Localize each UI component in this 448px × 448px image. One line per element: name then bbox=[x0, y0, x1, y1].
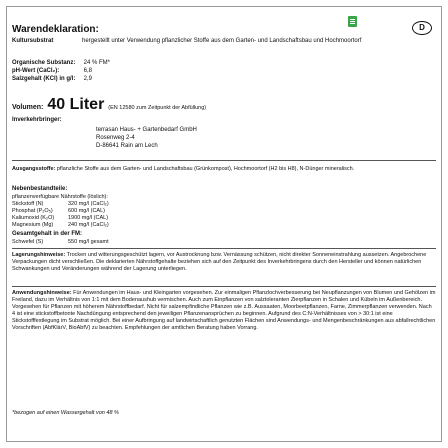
footnote: *bezogen auf einen Wassergehalt von 48 % bbox=[12, 410, 119, 416]
ausgangsstoffe-paragraph bbox=[12, 166, 436, 173]
lagerung-label: Lagerungshinweise: bbox=[12, 252, 66, 258]
nutrient-value: 1900 mg/l (CAL) bbox=[68, 215, 109, 221]
composition-value: 2,9 bbox=[83, 76, 93, 82]
nutrient-name: Stickstoff (N) bbox=[12, 201, 44, 207]
page-title: Warendeklaration: bbox=[12, 24, 99, 35]
address-block bbox=[96, 126, 197, 150]
anwendung-label: Anwendungshinweise: bbox=[12, 290, 72, 296]
composition-value: 6,8 bbox=[83, 68, 93, 74]
gesamtgehalt-label: Gesamtgehalt in der FM: bbox=[12, 231, 83, 237]
nutrient-row bbox=[12, 215, 108, 222]
nutrient-name: Kaliumoxid (K₂O) bbox=[12, 215, 55, 221]
composition-value: 24 % FM* bbox=[83, 60, 111, 66]
nebenbestandteile-subtitle: pflanzenverfügbare Nährstoffe (löslich): bbox=[12, 194, 108, 200]
composition-row bbox=[12, 76, 92, 83]
nutrient-row bbox=[12, 208, 105, 215]
recycle-icon bbox=[348, 16, 357, 27]
inverkehrbringer-label: Inverkehrbringer: bbox=[12, 117, 62, 123]
composition-label: Salzgehalt (KCl) in g/l: bbox=[12, 76, 76, 82]
divider bbox=[12, 248, 436, 249]
composition-row bbox=[12, 68, 92, 75]
composition-row bbox=[12, 60, 110, 67]
nutrient-row bbox=[12, 239, 109, 246]
volume-line bbox=[12, 96, 206, 114]
anwendung-text: Für Anwendungen im Haus- und Kleingarten vorgesehen. Zur einmaligen Pflanzlochverbesserung bei Neupflanzungen von Blumen und Gehölzen im Freiland, dazu im Verhältnis von 1:1 mit dem Bodenaushub vermischen. Auch zum Einpflanzen von salztoleranten Zierpflanzen in Schalen und Kübeln im Außenbereich. Vorgesehen für Pflanzen mit höherem Nährstoffbedarf. Nicht für salzempfindliche Pflanzen wie z.B. Aussaaten, Moorbeetpflanzen, Farne, Zimmerpflanzen verwenden. Nach 4 ist eine stickstoffbetonte Nachdüngung entsprechend den jeweiligen Pflanzenansprüchen zu beginnen. Aufgrund des C:N-Verhältnisses von > 30:1 ist eine Stickstofffestlegung im Substrat möglich. Bei einer Aufbringung auf landwirtschaftlich genutzten Flächen sind Anwendungs- und Mengenbeschränkungen aus abfallrechtlichen Vorschriften (AbfKlärV, BioAbfV) zu beachten. Empfehlungen der amtlichen Beratung haben Vorrang. bbox=[12, 290, 436, 331]
composition-label: Organische Substanz: bbox=[12, 60, 76, 66]
composition-row bbox=[12, 38, 82, 45]
lagerung-text: Trocken und witterungsgeschützt lagern, vor Austrocknung bzw. Vernässung schützen, nicht direkter Sonneneinstrahlung aussetzen. Angebrochene Verpackungen dicht verschließen. Die deklarierten Nährstoffgehalte beziehen sich auf den Zeitpunkt des Inverkehrbringens durch den Hersteller und können natürlichen Schwankungen und Veränderungen während der Lagerung unterliegen. bbox=[12, 252, 427, 272]
nutrient-name: Phosphat (P₂O₅) bbox=[12, 208, 53, 214]
composition-label: pH-Wert (CaCl₂): bbox=[12, 68, 60, 74]
lagerung-paragraph bbox=[12, 252, 436, 273]
anwendung-paragraph bbox=[12, 290, 436, 332]
address-line: terrasan Haus- + Gartenbedarf GmbH bbox=[96, 127, 197, 133]
divider bbox=[12, 286, 436, 287]
address-line: Rosenweg 2-4 bbox=[96, 135, 135, 141]
volume-label: Volumen: bbox=[12, 104, 44, 111]
divider bbox=[12, 160, 436, 161]
country-badge: D bbox=[412, 21, 432, 35]
volume-amount: 40 Liter bbox=[47, 96, 105, 113]
composition-label: Kultursubstrat bbox=[12, 38, 54, 44]
nutrient-name: Schwefel (S) bbox=[12, 239, 44, 245]
nutrient-row bbox=[12, 201, 109, 208]
nebenbestandteile-label: Nebenbestandteile: bbox=[12, 186, 68, 192]
nutrient-row bbox=[12, 222, 109, 229]
nutrient-value: 600 mg/l (CAL) bbox=[68, 208, 105, 214]
ausgangsstoffe-label: Ausgangsstoffe: bbox=[12, 166, 56, 172]
nutrient-value: 320 mg/l (CaCl₂) bbox=[68, 201, 109, 207]
nutrient-value: 550 mg/l gesamt bbox=[68, 239, 109, 245]
nutrient-value: 240 mg/l (CaCl₂) bbox=[68, 222, 109, 228]
nutrient-name: Magnesium (Mg) bbox=[12, 222, 54, 228]
address-line: D-86641 Rain am Lech bbox=[96, 143, 158, 149]
volume-note: (EN 12580 zum Zeitpunkt der Abfüllung) bbox=[108, 105, 207, 111]
composition-value: hergestellt unter Verwendung pflanzlicher Stoffe aus dem Garten- und Landschaftsbau und Hochmoortorf bbox=[82, 38, 362, 44]
ausgangsstoffe-text: pflanzliche Stoffe aus dem Garten- und Landschaftsbau (Grünkompost), Hochmoortorf (H2 bis H8), N-Dünger mineralisch. bbox=[56, 166, 355, 172]
